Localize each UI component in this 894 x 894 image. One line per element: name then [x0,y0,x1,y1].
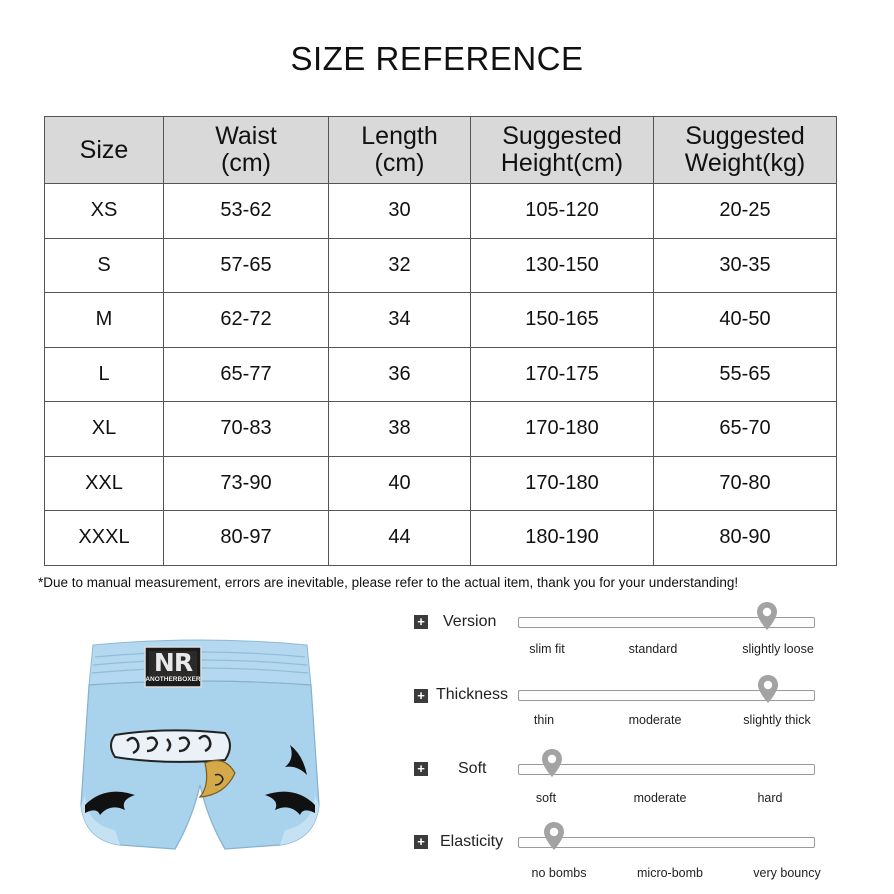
table-cell: 55-65 [654,347,837,402]
table-row [45,402,837,457]
header-weight: Suggested Weight(kg) [654,117,837,184]
option-label: moderate [633,791,687,805]
table-row [45,511,837,566]
table-row [45,184,837,239]
table-cell: 180-190 [471,511,654,566]
table-cell: 57-65 [164,238,329,293]
option-label: standard [628,642,678,656]
table-cell: XL [45,402,164,457]
table-cell: 30 [329,184,471,239]
shorts-illustration [75,635,325,865]
table-row [45,293,837,348]
table-cell: 40 [329,456,471,511]
table-cell: 70-83 [164,402,329,457]
table-cell: 40-50 [654,293,837,348]
plus-icon: + [414,689,428,703]
table-cell: S [45,238,164,293]
attribute-row-soft [410,748,830,818]
header-length: Length (cm) [329,117,471,184]
table-row [45,456,837,511]
table-cell: 38 [329,402,471,457]
option-label: hard [757,791,783,805]
option-label: thin [533,713,555,727]
table-cell: 130-150 [471,238,654,293]
plus-icon: + [414,835,428,849]
table-cell: XS [45,184,164,239]
plus-icon: + [414,615,428,629]
table-cell: 170-180 [471,456,654,511]
table-cell: 70-80 [654,456,837,511]
table-cell: 34 [329,293,471,348]
attribute-label: Version [443,613,497,630]
table-cell: 170-180 [471,402,654,457]
product-image [75,635,325,865]
table-cell: XXXL [45,511,164,566]
attribute-label: Soft [458,760,487,777]
table-cell: 44 [329,511,471,566]
table-cell: L [45,347,164,402]
header-height: Suggested Height(cm) [471,117,654,184]
option-label: no bombs [531,866,587,880]
option-label: micro-bomb [637,866,703,880]
table-cell: 32 [329,238,471,293]
attribute-row-version [410,600,830,670]
disclaimer-note: *Due to manual measurement, errors are inevitable, please refer to the actual item, thank you for your understanding! [38,575,739,590]
table-cell: M [45,293,164,348]
attribute-sliders [410,600,830,890]
attribute-label: Thickness [436,686,509,703]
attribute-label: Elasticity [440,833,504,850]
table-cell: 105-120 [471,184,654,239]
header-size: Size [45,117,164,184]
table-row [45,238,837,293]
attribute-row-thickness [410,673,830,743]
plus-icon: + [414,762,428,776]
table-cell: 73-90 [164,456,329,511]
table-header-row [45,117,837,184]
option-label: slightly thick [743,713,811,727]
table-row [45,347,837,402]
option-label: moderate [628,713,682,727]
option-label: soft [535,791,557,805]
option-label: slim fit [529,642,565,656]
map-pin-icon [757,674,779,704]
table-cell: 62-72 [164,293,329,348]
map-pin-icon [541,748,563,778]
option-label: slightly loose [742,642,814,656]
size-table [44,116,837,566]
brand-logo: NR [153,648,193,677]
table-cell: 20-25 [654,184,837,239]
option-label: very bouncy [753,866,821,880]
table-cell: 150-165 [471,293,654,348]
attribute-row-elasticity [410,820,830,890]
header-waist: Waist (cm) [164,117,329,184]
table-cell: 170-175 [471,347,654,402]
brand-name: ANOTHERBOXER [145,676,201,683]
page-title: SIZE REFERENCE [290,40,584,77]
table-cell: 80-90 [654,511,837,566]
table-cell: 36 [329,347,471,402]
map-pin-icon [543,821,565,851]
map-pin-icon [756,601,778,631]
table-cell: 80-97 [164,511,329,566]
table-cell: 53-62 [164,184,329,239]
table-cell: XXL [45,456,164,511]
table-cell: 65-77 [164,347,329,402]
table-cell: 65-70 [654,402,837,457]
table-cell: 30-35 [654,238,837,293]
